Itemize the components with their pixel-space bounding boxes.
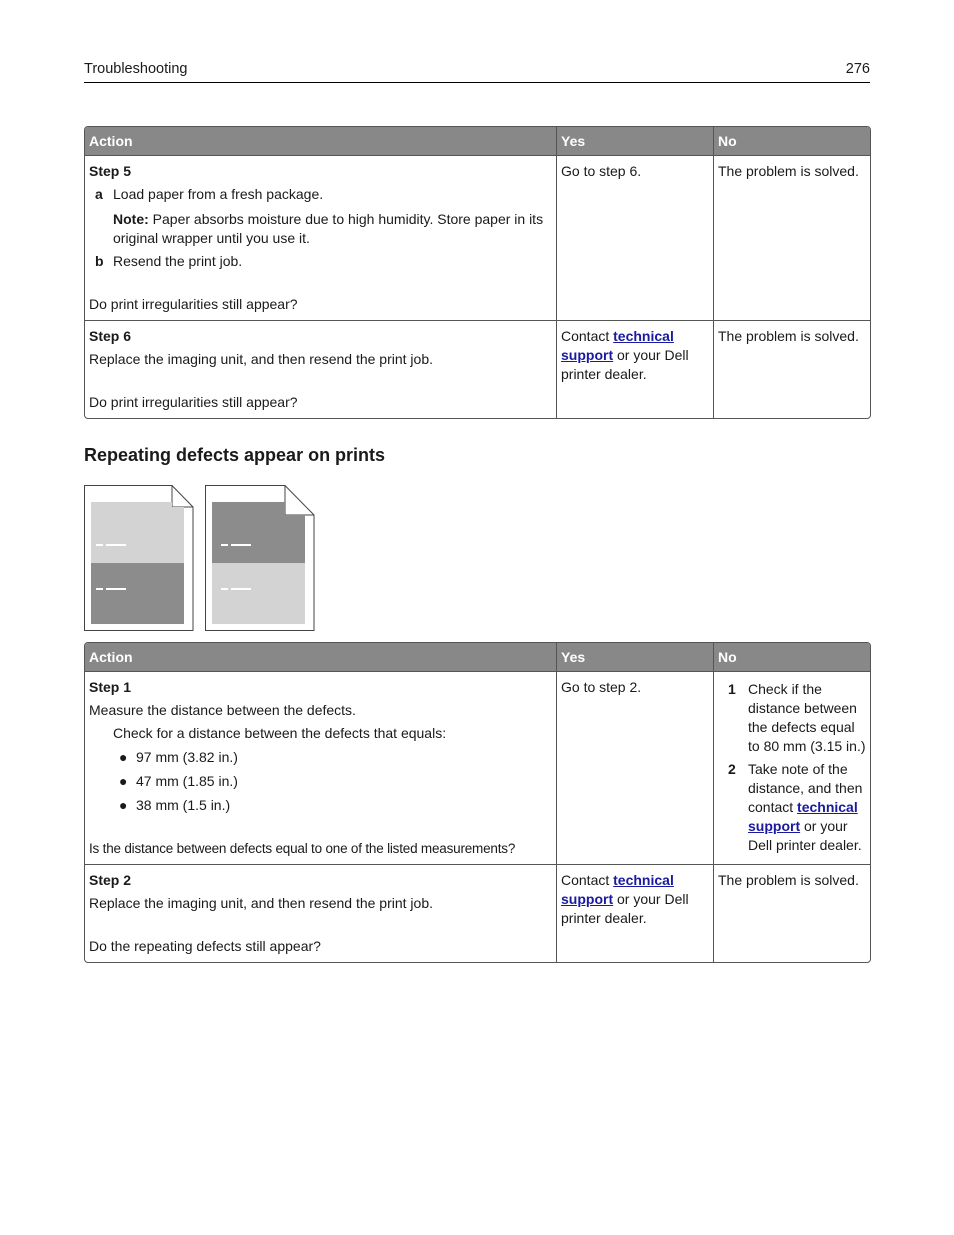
step1-action-cell [85, 672, 556, 864]
step-text: Measure the distance between the defects. [89, 702, 356, 718]
sub-label: a [95, 186, 103, 202]
step-text: Replace the imaging unit, and then resend the print job. [89, 351, 434, 367]
yes-prefix: Contact [561, 872, 614, 888]
section-heading: Repeating defects appear on prints [84, 445, 386, 465]
step-question: Do print irregularities still appear? [89, 296, 298, 312]
defect-illustration-1 [84, 484, 194, 632]
table-row [85, 156, 870, 320]
list-item [718, 680, 866, 756]
item-text: Take note of the distance, and then contact [748, 761, 863, 815]
defect-mark [231, 588, 251, 590]
sub-label: b [95, 253, 104, 269]
defect-mark [221, 588, 228, 590]
defect-mark [106, 544, 126, 546]
light-band [91, 502, 184, 563]
step-question: Do print irregularities still appear? [89, 394, 298, 410]
list-item: ● 47 mm (1.85 in.) [119, 773, 238, 789]
header-no: No [713, 127, 870, 156]
note-text: Paper absorbs moisture due to high humidity. Store paper in its original wrapper until you use it. [113, 211, 544, 246]
step-title: Step 6 [89, 328, 132, 344]
defect-mark [96, 588, 103, 590]
step2-no-cell: The problem is solved. [713, 864, 870, 962]
sub-text: Load paper from a fresh package. [113, 186, 324, 202]
step-title: Step 5 [89, 163, 132, 179]
note-label: Note: [113, 211, 149, 227]
item-suffix: or your Dell printer dealer. [748, 818, 862, 853]
list-item: ● 38 mm (1.5 in.) [119, 797, 231, 813]
defect-mark [221, 544, 228, 546]
list-item: ● 97 mm (3.82 in.) [119, 749, 238, 765]
dark-band [91, 563, 184, 624]
step2-yes-cell [556, 864, 713, 962]
header-no: No [713, 643, 870, 672]
troubleshooting-table-2 [84, 642, 871, 963]
step1-no-cell [713, 672, 870, 864]
header-action: Action [85, 643, 556, 672]
bullet-text: 38 mm (1.5 in.) [136, 797, 231, 813]
step-question: Is the distance between defects equal to one of the listed measurements? [89, 841, 516, 856]
table-row [85, 864, 870, 962]
item-text: Check if the distance between the defects equal to 80 mm (3.15 in.) [748, 681, 866, 754]
item-number: 1 [728, 681, 736, 697]
troubleshooting-table-1 [84, 126, 871, 419]
check-text: Check for a distance between the defects that equals: [113, 725, 447, 741]
defect-mark [231, 544, 251, 546]
header-action: Action [85, 127, 556, 156]
bullet-text: 97 mm (3.82 in.) [136, 749, 238, 765]
step5-no-cell: The problem is solved. [713, 156, 870, 320]
step2-action-cell [85, 864, 556, 962]
step6-yes-cell [556, 320, 713, 418]
step-title: Step 1 [89, 679, 132, 695]
page-number: 276 [845, 61, 870, 77]
list-item [718, 760, 866, 855]
step-text: Replace the imaging unit, and then resend the print job. [89, 895, 434, 911]
section-name: Troubleshooting [84, 61, 188, 77]
table-row [85, 672, 870, 864]
defect-mark [96, 544, 103, 546]
yes-suffix: or your Dell printer dealer. [561, 891, 689, 926]
step-title: Step 2 [89, 872, 132, 888]
step1-yes-cell: Go to step 2. [556, 672, 713, 864]
technical-support-link[interactable]: technical support [561, 328, 674, 363]
yes-suffix: or your Dell printer dealer. [561, 347, 689, 382]
step-question: Do the repeating defects still appear? [89, 938, 321, 954]
defect-illustration-2 [205, 484, 315, 632]
technical-support-link[interactable]: technical support [748, 799, 858, 834]
header-yes: Yes [556, 127, 713, 156]
yes-prefix: Contact [561, 328, 614, 344]
technical-support-link[interactable]: technical support [561, 872, 674, 907]
light-band [212, 563, 305, 624]
sub-text: Resend the print job. [113, 253, 243, 269]
page-header [84, 60, 870, 83]
note [89, 210, 552, 248]
table-row [85, 320, 870, 418]
step5-yes-cell: Go to step 6. [556, 156, 713, 320]
defect-mark [106, 588, 126, 590]
step6-action-cell [85, 320, 556, 418]
item-number: 2 [728, 761, 736, 777]
step5-action-cell [85, 156, 556, 320]
header-yes: Yes [556, 643, 713, 672]
bullet-text: 47 mm (1.85 in.) [136, 773, 238, 789]
step6-no-cell: The problem is solved. [713, 320, 870, 418]
